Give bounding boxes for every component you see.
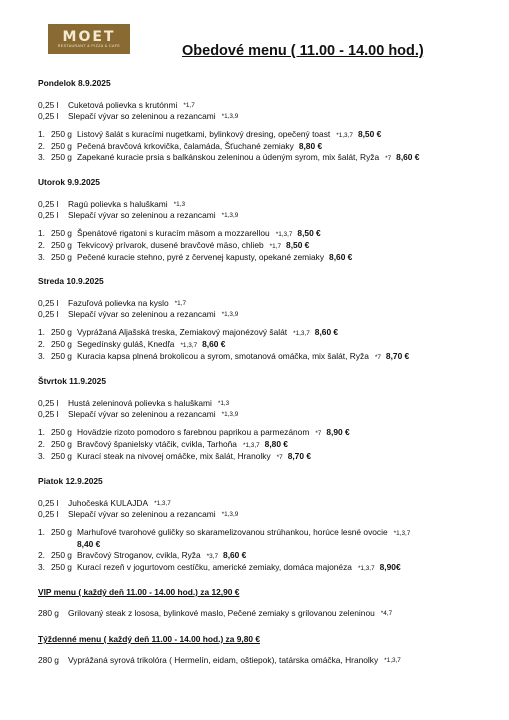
meal-text [77, 152, 419, 164]
day-heading: Pondelok 8.9.2025 [38, 78, 111, 88]
meal-number: 1. [38, 527, 45, 537]
meal-price: 8,60 € [396, 152, 420, 162]
meal-number: 2. [38, 339, 45, 349]
meal-weight: 250 g [51, 527, 72, 537]
meal-allergens: *7 [315, 430, 322, 437]
meal-weight: 250 g [51, 439, 72, 449]
meal-row [38, 427, 488, 439]
meal-weight: 250 g [51, 351, 72, 361]
meal-weight: 250 g [51, 240, 72, 250]
meal-number: 3. [38, 351, 45, 361]
soup-volume: 0,25 l [38, 111, 59, 121]
meals-list [38, 327, 488, 363]
day-section [38, 376, 488, 463]
meal-name: Bravčový Stroganov, cvikla, Ryža [77, 550, 201, 560]
logo-wordmark: MOET [62, 28, 116, 45]
meal-price: 8,60 € [202, 339, 226, 349]
soup-allergens: *1,3,9 [221, 212, 239, 219]
meal-number: 2. [38, 439, 45, 449]
soup-allergens: *1,3,9 [221, 113, 239, 120]
page-title: Obedové menu ( 11.00 - 14.00 hod.) [182, 43, 424, 59]
soup-row [38, 210, 488, 221]
soup-name: Hustá zeleninová polievka s haluškami [68, 398, 212, 408]
meal-weight: 250 g [51, 141, 72, 151]
meal-allergens: *7 [374, 354, 381, 361]
meal-text [77, 252, 352, 263]
meal-name: Zapekané kuracie prsia s balkánskou zeleninou a údeným syrom, mix šalát, Ryža [77, 152, 380, 162]
days-list [38, 78, 488, 574]
meal-name: Tekvicový prívarok, dusené bravčové mäso, chlieb [77, 240, 264, 250]
meal-text [77, 141, 322, 152]
meal-price: 8,50 € [357, 129, 382, 139]
meals-list [38, 427, 488, 463]
vip-menu-item [38, 608, 488, 619]
soup-volume: 0,25 l [38, 409, 59, 419]
soup-name: Slepačí vývar so zeleninou a rezancami [68, 309, 216, 319]
soup-volume: 0,25 l [38, 309, 59, 319]
soup-name: Slepačí vývar so zeleninou a rezancami [68, 409, 216, 419]
meal-price: 8,80 € [264, 439, 288, 449]
weekly-menu-item [38, 655, 488, 666]
soup-row [38, 309, 488, 320]
soup-name: Juhočeská KULAJDA [68, 498, 149, 508]
day-heading: Utorok 9.9.2025 [38, 177, 100, 187]
vip-menu-heading: VIP menu ( každý deň 11.00 - 14.00 hod.) za 12,90 € [38, 587, 240, 597]
soup-row [38, 509, 488, 520]
soup-volume: 0,25 l [38, 199, 59, 209]
meal-name: Pečená bravčová krkovička, čalamáda, Šťuchané zemiaky [77, 141, 294, 151]
meal-number: 2. [38, 550, 45, 560]
meals-list [38, 129, 488, 164]
meal-weight: 250 g [51, 327, 72, 337]
soup-row [38, 111, 488, 122]
meal-text [77, 439, 288, 451]
day-heading: Streda 10.9.2025 [38, 276, 104, 286]
meal-weight: 250 g [51, 152, 72, 162]
moet-logo [48, 24, 130, 54]
day-heading: Piatok 12.9.2025 [38, 476, 103, 486]
vip-weight: 280 g [38, 608, 59, 618]
soup-row [38, 298, 488, 309]
soup-name: Fazuľová polievka na kyslo [68, 298, 169, 308]
meal-row [38, 240, 488, 252]
day-heading: Štvrtok 11.9.2025 [38, 376, 106, 386]
soup-name: Slepačí vývar so zeleninou a rezancami [68, 210, 216, 220]
meal-number: 3. [38, 451, 45, 461]
menu-content [38, 78, 488, 681]
soup-volume: 0,25 l [38, 498, 59, 508]
meal-name: Marhuľové tvarohové guličky so skaramelizovanou strúhankou, horúce lesné ovocie [77, 527, 388, 537]
soup-allergens: *1,3,9 [221, 311, 239, 318]
logo-tagline: RESTAURANT & PIZZA & CAFE [57, 43, 121, 48]
meal-allergens: *3,7 [206, 553, 219, 560]
day-section [38, 476, 488, 574]
meal-price: 8,70 € [287, 451, 311, 461]
meal-allergens: *1,3,7 [293, 330, 310, 337]
meal-text [77, 327, 338, 339]
meal-text [77, 527, 410, 539]
meal-weight: 250 g [51, 562, 72, 572]
day-section [38, 177, 488, 263]
meal-row [38, 351, 488, 363]
soup-allergens: *1,3,9 [221, 511, 239, 518]
meals-list [38, 527, 488, 574]
meal-weight: 250 g [51, 427, 72, 437]
meal-name: Segedínsky guláš, Knedľa [77, 339, 175, 349]
meal-name: Kurací rezeň v jogurtovom cestíčku, americké zemiaky, domáca majonéza [77, 562, 352, 572]
meal-name: Listový šalát s kuracími nugetkami, bylinkový dresing, opečený toast [77, 129, 331, 139]
meal-allergens: *7 [276, 454, 283, 461]
meal-allergens: *1,3,7 [393, 530, 411, 537]
meal-text [77, 129, 381, 141]
vip-allergens: *4,7 [380, 610, 393, 617]
meal-number: 3. [38, 252, 45, 262]
meal-text [77, 228, 321, 240]
soup-volume: 0,25 l [38, 100, 59, 110]
meal-number: 1. [38, 129, 45, 139]
soup-row [38, 409, 488, 420]
meal-name: Vyprážaná Aljašská treska, Zemiakový majonézový šalát [77, 327, 288, 337]
soup-name: Slepačí vývar so zeleninou a rezancami [68, 111, 216, 121]
meal-row [38, 339, 488, 351]
meal-name: Špenátové rigatoni s kuracím mäsom a mozzarellou [77, 228, 270, 238]
meal-text [77, 562, 401, 574]
meal-text [77, 550, 246, 562]
meal-text [77, 351, 409, 363]
weekly-allergens: *1,3,7 [384, 657, 401, 664]
soup-volume: 0,25 l [38, 210, 59, 220]
meal-row [38, 152, 488, 164]
meal-number: 1. [38, 228, 45, 238]
meal-number: 2. [38, 141, 45, 151]
meal-price: 8,60 € [329, 252, 353, 262]
soup-allergens: *1,3 [217, 400, 230, 407]
day-section [38, 276, 488, 363]
meal-number: 1. [38, 327, 45, 337]
meal-allergens: *1,3,7 [180, 342, 198, 349]
meal-row [38, 527, 488, 539]
soup-allergens: *1,7 [174, 300, 187, 307]
meal-text [77, 427, 350, 439]
meal-price: 8,60 € [314, 327, 339, 337]
soup-allergens: *1,3,9 [221, 411, 239, 418]
soup-row [38, 199, 488, 210]
soup-allergens: *1,7 [183, 102, 195, 109]
meal-name: Bravčový španielsky vtáčik, cvikla, Tarhoňa [77, 439, 237, 449]
meal-text [77, 451, 311, 463]
meal-weight: 250 g [51, 252, 72, 262]
meal-price: 8,90€ [379, 562, 401, 572]
meal-row [38, 550, 488, 562]
meal-number: 3. [38, 562, 45, 572]
weekly-menu-heading: Týždenné menu ( každý deň 11.00 - 14.00 hod.) za 9,80 € [38, 634, 261, 644]
meal-allergens: *1,3,7 [275, 231, 293, 238]
meal-allergens: *1,3,7 [357, 565, 375, 572]
meal-weight: 250 g [51, 339, 72, 349]
meal-name: Hovädzie rizoto pomodoro s farebnou paprikou a parmezánom [77, 427, 310, 437]
soup-name: Slepačí vývar so zeleninou a rezancami [68, 509, 216, 519]
meal-number: 3. [38, 152, 45, 162]
meal-allergens: *1,3,7 [242, 442, 260, 449]
meal-row [38, 327, 488, 339]
weekly-weight: 280 g [38, 655, 59, 665]
meal-price: 8,90 € [326, 427, 350, 437]
meal-price: 8,50 € [297, 228, 321, 238]
meal-row [38, 129, 488, 141]
meal-text [77, 240, 309, 252]
meal-row [38, 252, 488, 263]
meal-allergens: *1,3,7 [336, 132, 353, 139]
meal-price: 8,80 € [298, 141, 323, 151]
meal-name: Pečené kuracie stehno, pyré z červenej kapusty, opekané zemiaky [77, 252, 325, 262]
meal-price: 8,60 € [223, 550, 247, 560]
meal-weight: 250 g [51, 228, 72, 238]
meals-list [38, 228, 488, 263]
meal-row [38, 562, 488, 574]
meal-allergens: *7 [385, 155, 392, 162]
meal-row [38, 439, 488, 451]
meal-number: 1. [38, 427, 45, 437]
soup-row [38, 498, 488, 509]
meal-row [38, 228, 488, 240]
soup-name: Ragú polievka s haluškami [68, 199, 168, 209]
soup-allergens: *1,3,7 [154, 500, 171, 507]
meal-allergens: *1,7 [269, 243, 282, 250]
meal-name: Kurací steak na nivovej omáčke, mix šalát, Hranolky [77, 451, 271, 461]
soup-allergens: *1,3 [173, 201, 185, 208]
meal-price: 8,40 € [77, 539, 101, 549]
meal-name: Kuracia kapsa plnená brokolicou a syrom, smotanová omáčka, mix šalát, Ryža [77, 351, 369, 361]
soup-row [38, 100, 488, 111]
meal-weight: 250 g [51, 129, 72, 139]
meal-text [77, 339, 225, 351]
meal-weight: 250 g [51, 451, 72, 461]
soup-volume: 0,25 l [38, 509, 59, 519]
meal-number: 2. [38, 240, 45, 250]
weekly-name: Vyprážaná syrová trikolóra ( Hermelín, eidam, oštiepok), tatárska omáčka, Hranolky [68, 655, 379, 665]
meal-weight: 250 g [51, 550, 72, 560]
soup-name: Cuketová polievka s krutónmi [68, 100, 178, 110]
meal-price: 8,70 € [385, 351, 410, 361]
meal-price: 8,50 € [286, 240, 310, 250]
soup-row [38, 398, 488, 409]
meal-row [38, 141, 488, 152]
soup-volume: 0,25 l [38, 398, 59, 408]
day-section [38, 78, 488, 164]
meal-row [38, 451, 488, 463]
vip-name: Grilovaný steak z lososa, bylinkové maslo, Pečené zemiaky s grilovanou zeleninou [68, 608, 375, 618]
soup-volume: 0,25 l [38, 298, 59, 308]
